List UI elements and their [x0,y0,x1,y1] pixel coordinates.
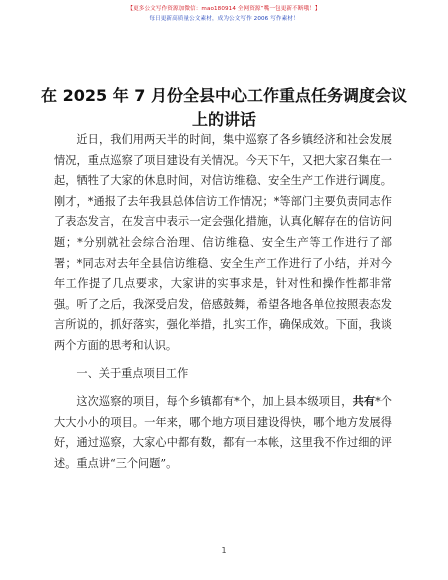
paragraph-projects-part-b: *个大大小小的项目。一年来，哪个地方项目建设得快，哪个地方发展得好，通过巡察，大家心中都有数，都有一本帐，这里我不作过细的评述。重点讲“三个问题”。 [54,395,392,470]
paragraph-projects-bold: 共有 [352,394,376,409]
section-heading: 一、关于重点项目工作 [76,366,189,380]
paragraph-projects [54,391,392,474]
document-body [54,130,392,475]
banner-line-2: 每日更新高质量公文素材，成为公文写作 2006 写作素材！ [149,16,299,22]
paragraph-projects-part-a: 这次巡察的项目，每个乡镇都有*个，加上县本级项目， [76,395,353,409]
paragraph-intro: 近日，我们用两天半的时间，集中巡察了各乡镇经济和社会发展情况，重点巡察了项目建设有关情况。今天下午，又把大家召集在一起，牺牲了大家的休息时间，对信访维稳、安全生产工作进行调度。刚才，*通报了去年我县总体信访工作情况；*等部门主要负责同志作了表态发言，在发言中表示一定会强化措施，认真化解存在的信访问题；*分别就社会综合治理、信访维稳、安全生产等工作进行了部署；*同志对去年全县信访维稳、安全生产工作进行了小结，并对今年工作提了几点要求，大家讲的实事求是，针对性和操作性都非常强。听了之后，我深受启发，倍感鼓舞，希望各地各单位按照表态发言所说的，抓好落实，强化举措，扎实工作，确保成效。下面，我谈两个方面的思考和认识。 [54,133,392,352]
document-title: 在 2025 年 7 月份全县中心工作重点任务调度会议上的讲话 [41,86,407,129]
page-number: 1 [221,546,227,555]
header-banner [0,4,448,24]
banner-line-1: 【更多公文写作资源加微信：mao180914 全网资源”嘴一包更新不断哦！】 [127,6,321,12]
